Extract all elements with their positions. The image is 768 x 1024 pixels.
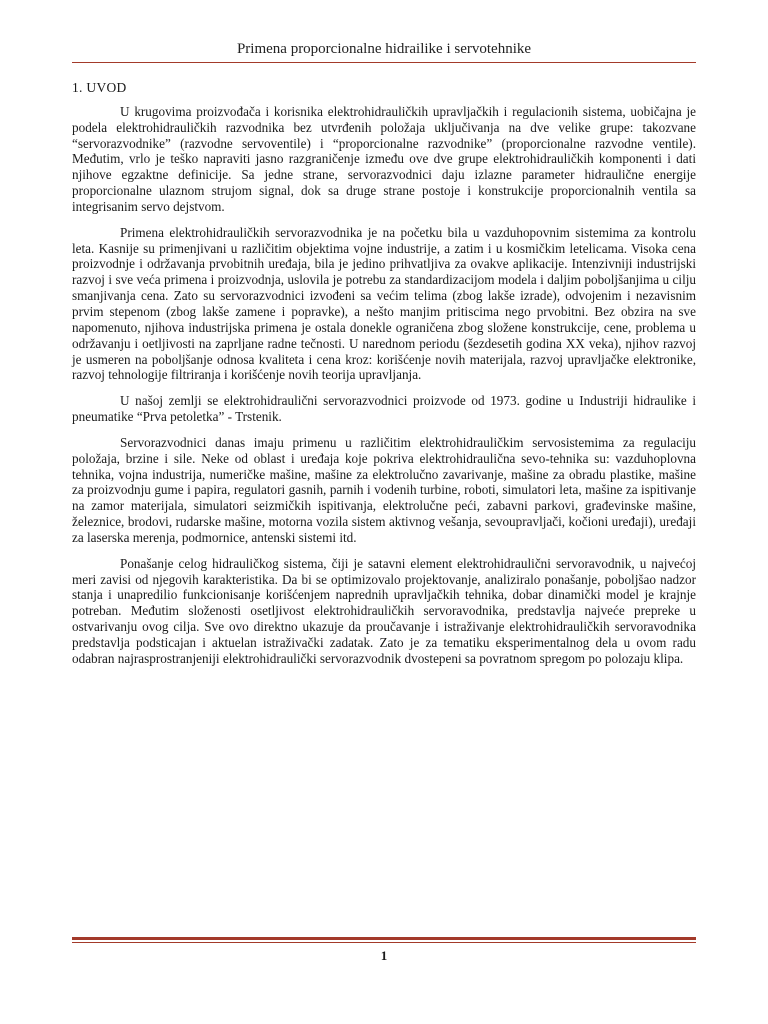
paragraph-2: Primena elektrohidrauličkih servorazvodnika je na početku bila u vazduhopovnim sistemima za kontrolu leta. Kasnije su primenjivani u različitim objektima vojne industrije, a zatim i u kosmičkim letelicama. Visoka cena proizvodnje i održavanja prvobitnih uređaja, bila je jedino prihvatljiva za ovakve aplikacije. Intenzivniji industrijski razvoj i sve veća primena i proizvodnja, uslovila je potrebu za standardizacijom modela i daljim poboljšanjima u cilju smanjivanja cena. Zato su servorazvodnici izvođeni sa većim telima (zbog lakše izrade), odvojenim i nezavisnim prvim stepenom (zbog lakše zamene i popravke), a nešto manjim pritiscima nego prvobitni. Bez obzira na sve napomenuto, njihova industrijska primena je ostala donekle ograničena zbog složene konstrukcije, cene, problema u održavanju i oetljivosti na zaprljane radne tečnosti. U narednom periodu (šezdesetih godina XX veka), njihov razvoj je usmeren na poboljšanje odnosa kvaliteta i cena kroz: korišćenje novih materijala, razvoj upravljačke elektronike, razvoj tehnologije filtriranja i korišćenje novih teorija upravljanja. (72, 224, 696, 383)
paragraph-5: Ponašanje celog hidrauličkog sistema, čiji je satavni element elektrohidraulični servoravodnik, u najvećoj meri zavisi od njegovih karakteristika. Da bi se optimizovalo projektovanje, analiziralo ponašanje, poboljšao nadzor stanja i unapredilio funkcionisanje korišćenjem naprednih upravljačkih tehnika, dobar dinamički model je krajnje potreban. Međutim složenosti osetljivost elektrohidrauličkih servoravodnika, predstavlja najveće prepreke u ostvarivanju ovog cilja. Sve ovo direktno ukazuje da proučavanje i istraživanje elektrohidrauličkih servoravodnika predstavlja podsticajan i aktuelan istraživački zadatak. Zato je za tematiku eksperimentalnog dela u ovom radu odabran najrasprostranjeniji elektrohidraulički servorazvodnik dvostepeni sa povratnom spregom po polozaju klipa. (72, 555, 696, 666)
paragraph-4: Servorazvodnici danas imaju primenu u različitim elektrohidrauličkim servosistemima za regulaciju položaja, brzine i sile. Neke od oblast i uređaja koje pokriva elektrohidraulična sevo-tehnika su: vazduhoplovna tehnika, vojna industrija, numeričke mašine, mašine za elektrolučno zavarivanje, mašine za obradu plastike, mašine za proizvodnju gume i papira, regulatori gasnih, parnih i vodenih turbine, roboti, simulatori leta, mašine za ispitivanje na zamor materijala, simulatori seizmičkih ispitivanja, elektrolučne peći, zabavni parkovi, građevinske mašine, železnice, brodovi, rudarske mašine, motorna vozila sistem aktivnog vešanja, sevoupravljači, kočioni uređaji), uređaji za laserska merenja, podmornice, antenski sistemi itd. (72, 434, 696, 545)
paragraph-1: U krugovima proizvođača i korisnika elektrohidrauličkih upravljačkih i regulacionih sistema, uobičajna je podela elektrohidrauličkih razvodnika bez utvrđenih položaja uključivanja na dve velike grupe: takozvane “servorazvodnike” (razvodne servoventile) i “proporcionalne razvodnike” (proporcionalne razvodne ventile). Međutim, vrlo je teško napraviti jasno razgraničenje između ove dve grupe elektrohidrauličkih komponenti i dati njihove egzaktne definicije. Sa jedne strane, servorazvodnici daju izlazne parameter hidraulične energije proporcionalne ulaznom strujom signal, dok sa druge strane postoje i konstrukcije proporcionalnih ventila sa integrisanim servo dejstvom. (72, 103, 696, 214)
document-body (72, 80, 696, 677)
footer-rule-thick (72, 937, 696, 940)
section-heading: 1. UVOD (72, 80, 127, 95)
header-rule (72, 62, 696, 63)
running-header: Primena proporcionalne hidrailike i servotehnike (236, 41, 532, 57)
page-number: 1 (380, 948, 388, 963)
footer-rule-thin (72, 942, 696, 943)
paragraph-3: U našoj zemlji se elektrohidraulični servorazvodnici proizvode od 1973. godine u Industriji hidraulike i pneumatike “Prva petoletka” - Trstenik. (72, 393, 696, 425)
